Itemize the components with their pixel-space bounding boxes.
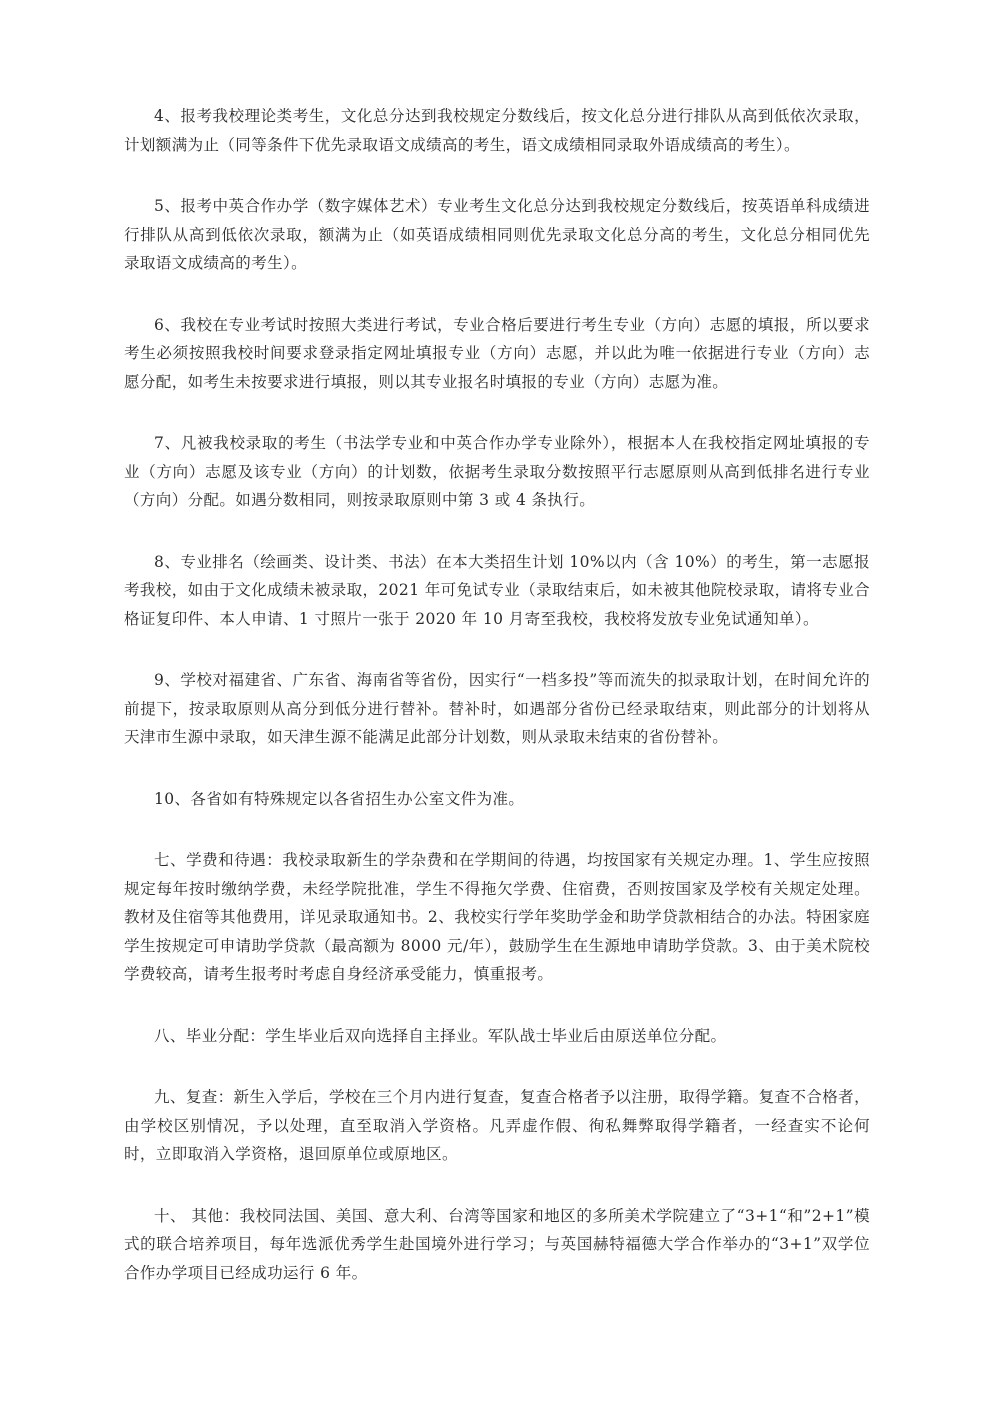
paragraph-rule-7: 7、凡被我校录取的考生（书法学专业和中英合作办学专业除外），根据本人在我校指定网址填报的专业（方向）志愿及该专业（方向）的计划数，依据考生录取分数按照平行志愿原则从高到低排名进行专业（方向）分配。如遇分数相同，则按录取原则中第 3 或 4 条执行。: [124, 434, 870, 509]
section-tuition-and-benefits: 七、学费和待遇：我校录取新生的学杂费和在学期间的待遇，均按国家有关规定办理。1、学生应按照规定每年按时缴纳学费，未经学院批准，学生不得拖欠学费、住宿费，否则按国家及学校有关规定处理。教材及住宿等其他费用，详见录取通知书。2、我校实行学年奖助学金和助学贷款相结合的办法。特困家庭学生按规定可申请助学贷款（最高额为 8000 元/年），鼓励学生在生源地申请助学贷款。3、由于美术院校学费较高，请考生报考时考虑自身经济承受能力，慎重报考。: [124, 851, 870, 983]
section-other: 十、 其他：我校同法国、美国、意大利、台湾等国家和地区的多所美术学院建立了“3+1“和”2+1”模式的联合培养项目，每年选派优秀学生赴国境外进行学习；与英国赫特福德大学合作举办的“3+1”双学位合作办学项目已经成功运行 6 年。: [124, 1206, 870, 1282]
section-graduate-placement: 八、毕业分配：学生毕业后双向选择自主择业。军队战士毕业后由原送单位分配。: [154, 1026, 727, 1045]
paragraph-rule-6: 6、我校在专业考试时按照大类进行考试，专业合格后要进行考生专业（方向）志愿的填报，所以要求考生必须按照我校时间要求登录指定网址填报专业（方向）志愿，并以此为唯一依据进行专业（方向）志愿分配，如考生未按要求进行填报，则以其专业报名时填报的专业（方向）志愿为准。: [124, 315, 870, 391]
document-body: [124, 102, 870, 1320]
paragraph-rule-9: 9、学校对福建省、广东省、海南省等省份，因实行“一档多投”等而流失的拟录取计划，在时间允许的前提下，按录取原则从高分到低分进行替补。替补时，如遇部分省份已经录取结束，则此部分的计划将从天津市生源中录取，如天津生源不能满足此部分计划数，则从录取未结束的省份替补。: [124, 671, 870, 746]
paragraph-rule-10: 10、各省如有特殊规定以各省招生办公室文件为准。: [154, 789, 525, 808]
paragraph-rule-4: 4、报考我校理论类考生，文化总分达到我校规定分数线后，按文化总分进行排队从高到低依次录取，计划额满为止（同等条件下优先录取语文成绩高的考生，语文成绩相同录取外语成绩高的考生）。: [124, 107, 870, 154]
paragraph-rule-5: 5、报考中英合作办学（数字媒体艺术）专业考生文化总分达到我校规定分数线后，按英语单科成绩进行排队从高到低依次录取，额满为止（如英语成绩相同则优先录取文化总分高的考生，文化总分相同优先录取语文成绩高的考生）。: [124, 197, 870, 272]
section-re-examination: 九、复查：新生入学后，学校在三个月内进行复查，复查合格者予以注册，取得学籍。复查不合格者，由学校区别情况，予以处理，直至取消入学资格。凡弄虚作假、徇私舞弊取得学籍者，一经查实不论何时，立即取消入学资格，退回原单位或原地区。: [124, 1088, 870, 1163]
paragraph-rule-8: 8、专业排名（绘画类、设计类、书法）在本大类招生计划 10%以内（含 10%）的考生，第一志愿报考我校，如由于文化成绩未被录取，2021 年可免试专业（录取结束后，如未被其他院校录取，请将专业合格证复印件、本人申请、1 寸照片一张于 2020 年 10 月寄至我校，我校将发放专业免试通知单）。: [124, 552, 870, 628]
